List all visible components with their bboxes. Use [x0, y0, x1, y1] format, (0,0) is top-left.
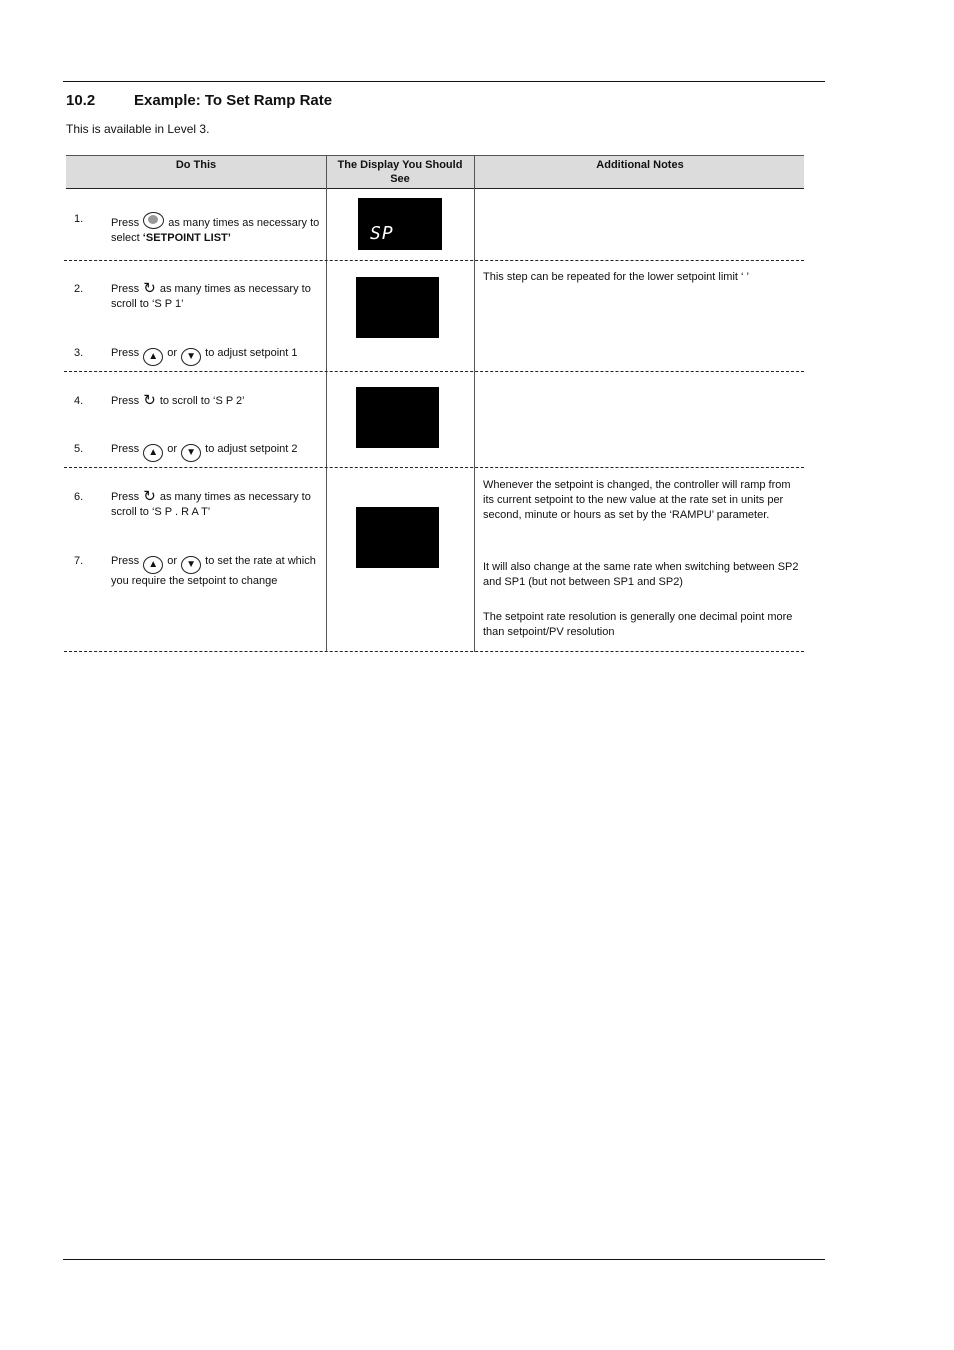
scroll-button-icon: ↻ [143, 488, 156, 505]
scroll-button-icon: ↻ [143, 392, 156, 409]
step-text: Press ▲ or ▼ to set the rate at which you require the setpoint to change [111, 555, 316, 587]
step-number: 1. [74, 213, 84, 225]
row-divider [64, 371, 804, 372]
section-title: Example: To Set Ramp Rate [134, 92, 333, 109]
up-arrow-button-icon: ▲ [143, 556, 163, 574]
up-arrow-button-icon: ▲ [143, 348, 163, 366]
display-screen: SP [358, 198, 442, 250]
step-number: 3. [74, 347, 84, 359]
note-text: This step can be repeated for the lower setpoint limit ‘ ’ [483, 271, 749, 283]
step-number: 4. [74, 395, 84, 407]
header-do-this: Do This [175, 159, 217, 171]
step-text: Press as many times as necessary to select ‘SETPOINT LIST’ [111, 212, 333, 246]
note-text: It will also change at the same rate when switching between SP2 and SP1 (but not between SP1 and SP2) [483, 561, 799, 588]
step-number: 2. [74, 283, 84, 295]
section-heading [66, 92, 332, 109]
page-button-icon [143, 212, 164, 229]
display-screen [356, 507, 439, 568]
bottom-rule [63, 1259, 825, 1260]
row-divider [64, 260, 804, 261]
step-text: Press ↻ as many times as necessary to scroll to ‘S P . R A T’ [111, 488, 311, 518]
step-number: 6. [74, 491, 84, 503]
note-text: The setpoint rate resolution is generally one decimal point more than setpoint/PV resolution [483, 611, 793, 638]
display-screen [356, 387, 439, 448]
section-number: 10.2 [66, 92, 96, 109]
header-display: The Display You Should See [337, 159, 463, 185]
table-header [66, 155, 804, 189]
intro-text: This is available in Level 3. [66, 122, 210, 136]
step-text: Press ↻ to scroll to ‘S P 2’ [111, 392, 245, 409]
row-divider [64, 651, 804, 652]
header-notes: Additional Notes [596, 159, 684, 171]
step-number: 7. [74, 555, 84, 567]
step-text: Press ▲ or ▼ to adjust setpoint 2 [111, 442, 333, 462]
up-arrow-button-icon: ▲ [143, 444, 163, 462]
top-rule [63, 81, 825, 82]
down-arrow-button-icon: ▼ [181, 556, 201, 574]
down-arrow-button-icon: ▼ [181, 348, 201, 366]
step-text: Press ↻ as many times as necessary to scroll to ‘S P 1’ [111, 280, 311, 310]
step-number: 5. [74, 443, 84, 455]
step-text: Press ▲ or ▼ to adjust setpoint 1 [111, 346, 333, 366]
note-text: Whenever the setpoint is changed, the controller will ramp from its current setpoint to the new value at the rate set in units per second, minute or hours as set by the ‘RAMPU’ parameter. [483, 479, 791, 521]
column-divider [474, 155, 475, 652]
display-screen [356, 277, 439, 338]
row-divider [64, 467, 804, 468]
down-arrow-button-icon: ▼ [181, 444, 201, 462]
scroll-button-icon: ↻ [143, 280, 156, 297]
